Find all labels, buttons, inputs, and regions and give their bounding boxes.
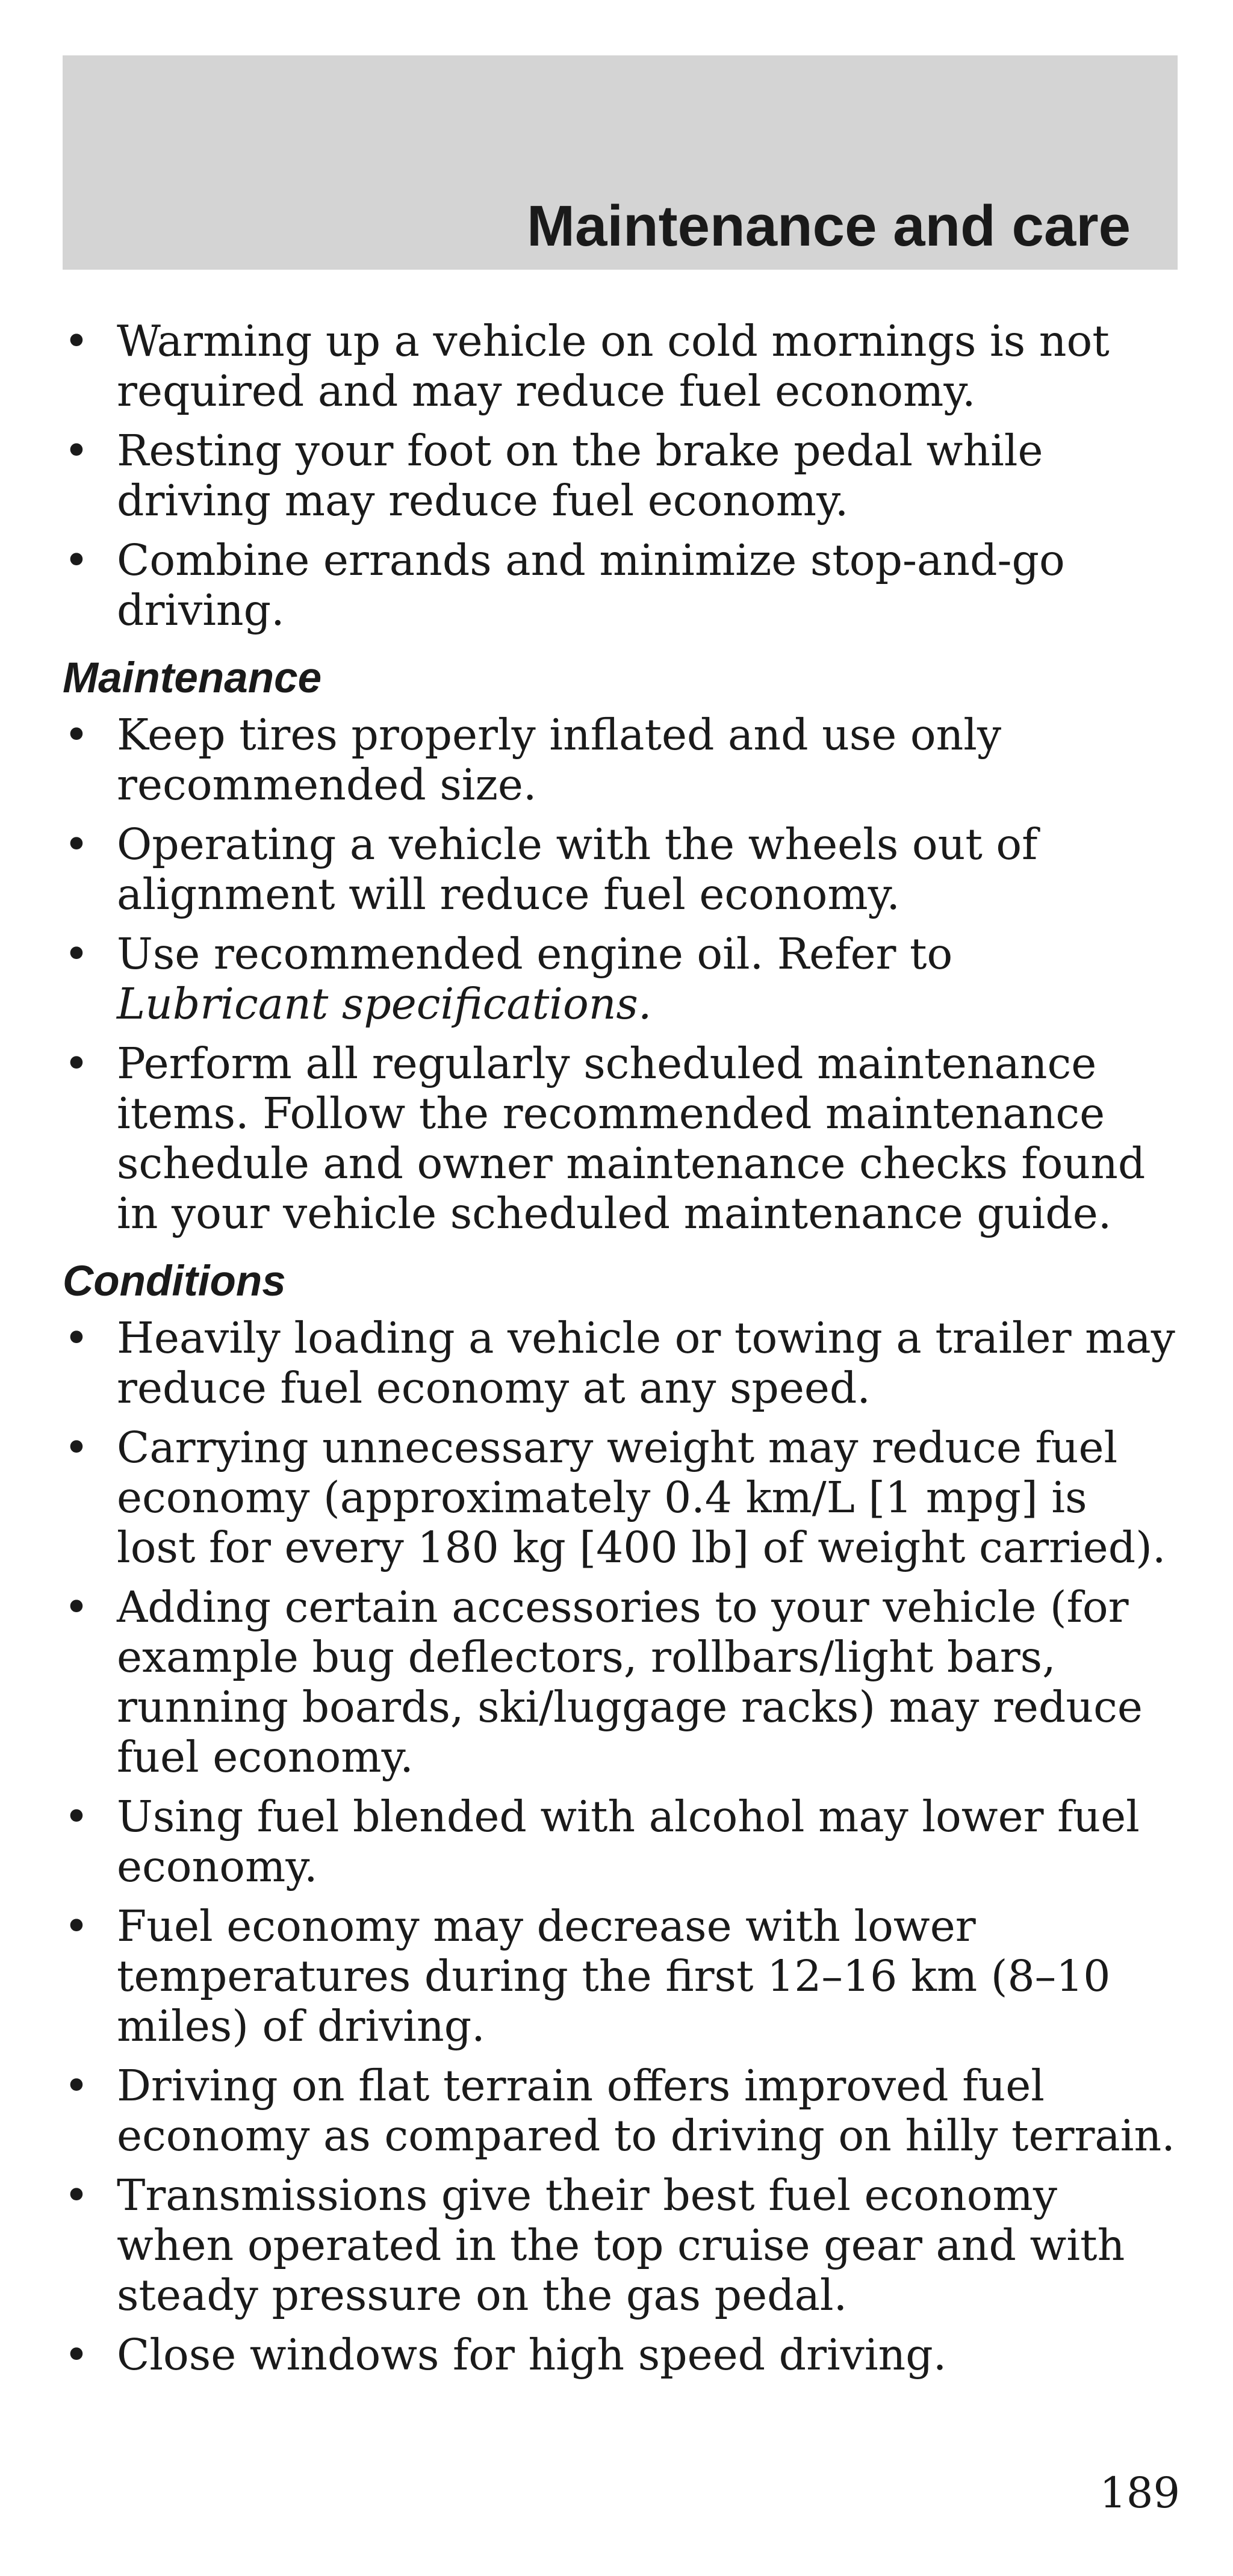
list-item-text: Adding certain accessories to your vehicle (for example bug deflectors, rollbars/light bars, running boards, ski/luggage racks) may reduce fuel economy. <box>117 1582 1143 1782</box>
maintenance-heading: Maintenance <box>63 654 322 702</box>
list-item-text: Warming up a vehicle on cold mornings is not required and may reduce fuel economy. <box>117 316 1110 416</box>
list-item-text: Using fuel blended with alcohol may lower fuel economy. <box>117 1792 1140 1892</box>
bullet-icon: • <box>64 1038 89 1088</box>
bullet-icon: • <box>64 426 89 476</box>
list-item <box>63 929 1176 1029</box>
list-item <box>63 535 1176 635</box>
page-header <box>63 55 1178 270</box>
conditions-heading: Conditions <box>63 1258 286 1305</box>
list-item <box>63 1901 1176 2051</box>
list-item-text: Keep tires properly inflated and use only recommended size. <box>117 710 1002 810</box>
bullet-icon: • <box>64 1313 89 1363</box>
bullet-icon: • <box>64 2330 89 2380</box>
list-item <box>63 2170 1176 2320</box>
bullet-icon: • <box>64 535 89 585</box>
list-item <box>63 710 1176 810</box>
list-item-text: Close windows for high speed driving. <box>117 2330 947 2380</box>
list-item-text: Combine errands and minimize stop-and-go driving. <box>117 535 1065 635</box>
list-item <box>63 2061 1176 2161</box>
list-item <box>63 1582 1176 1782</box>
list-item-text: Fuel economy may decrease with lower temperatures during the first 12–16 km (8–10 miles) of driving. <box>117 1901 1111 2051</box>
list-item-text: Operating a vehicle with the wheels out of alignment will reduce fuel economy. <box>117 819 1038 919</box>
bullet-icon: • <box>64 1423 89 1473</box>
conditions-list <box>63 1313 1176 2380</box>
list-item <box>63 1313 1176 1413</box>
bullet-icon: • <box>64 316 89 366</box>
list-item <box>63 1038 1176 1238</box>
lubricant-spec-reference: Lubricant specifications. <box>117 979 652 1029</box>
page-number: 189 <box>1099 2468 1180 2518</box>
page-content <box>63 316 1176 2389</box>
bullet-icon: • <box>64 819 89 869</box>
bullet-icon: • <box>64 1582 89 1632</box>
bullet-icon: • <box>64 1901 89 1951</box>
list-item <box>63 316 1176 416</box>
list-item <box>63 1423 1176 1572</box>
bullet-icon: • <box>64 2170 89 2220</box>
list-item-text: Driving on flat terrain offers improved fuel economy as compared to driving on hilly terrain. <box>117 2061 1175 2161</box>
bullet-icon: • <box>64 1792 89 1842</box>
bullet-icon: • <box>64 710 89 760</box>
list-item <box>63 2330 1176 2380</box>
list-item <box>63 426 1176 526</box>
list-item-text: Perform all regularly scheduled maintenance items. Follow the recommended maintenance schedule and owner maintenance checks found in your vehicle scheduled maintenance guide. <box>117 1038 1146 1238</box>
maintenance-list <box>63 710 1176 1238</box>
list-item-text: Carrying unnecessary weight may reduce fuel economy (approximately 0.4 km/L [1 mpg] is lost for every 180 kg [400 lb] of weight carried). <box>117 1423 1166 1572</box>
section-title: Maintenance and care <box>526 194 1131 258</box>
list-item <box>63 1792 1176 1892</box>
list-item-text: Heavily loading a vehicle or towing a trailer may reduce fuel economy at any speed. <box>117 1313 1175 1413</box>
list-item-text: Resting your foot on the brake pedal while driving may reduce fuel economy. <box>117 426 1043 526</box>
bullet-icon: • <box>64 2061 89 2111</box>
intro-list <box>63 316 1176 635</box>
list-item-text: Transmissions give their best fuel economy when operated in the top cruise gear and with steady pressure on the gas pedal. <box>117 2170 1125 2320</box>
list-item-text: Use recommended engine oil. Refer to <box>117 929 953 979</box>
bullet-icon: • <box>64 929 89 979</box>
list-item <box>63 819 1176 919</box>
